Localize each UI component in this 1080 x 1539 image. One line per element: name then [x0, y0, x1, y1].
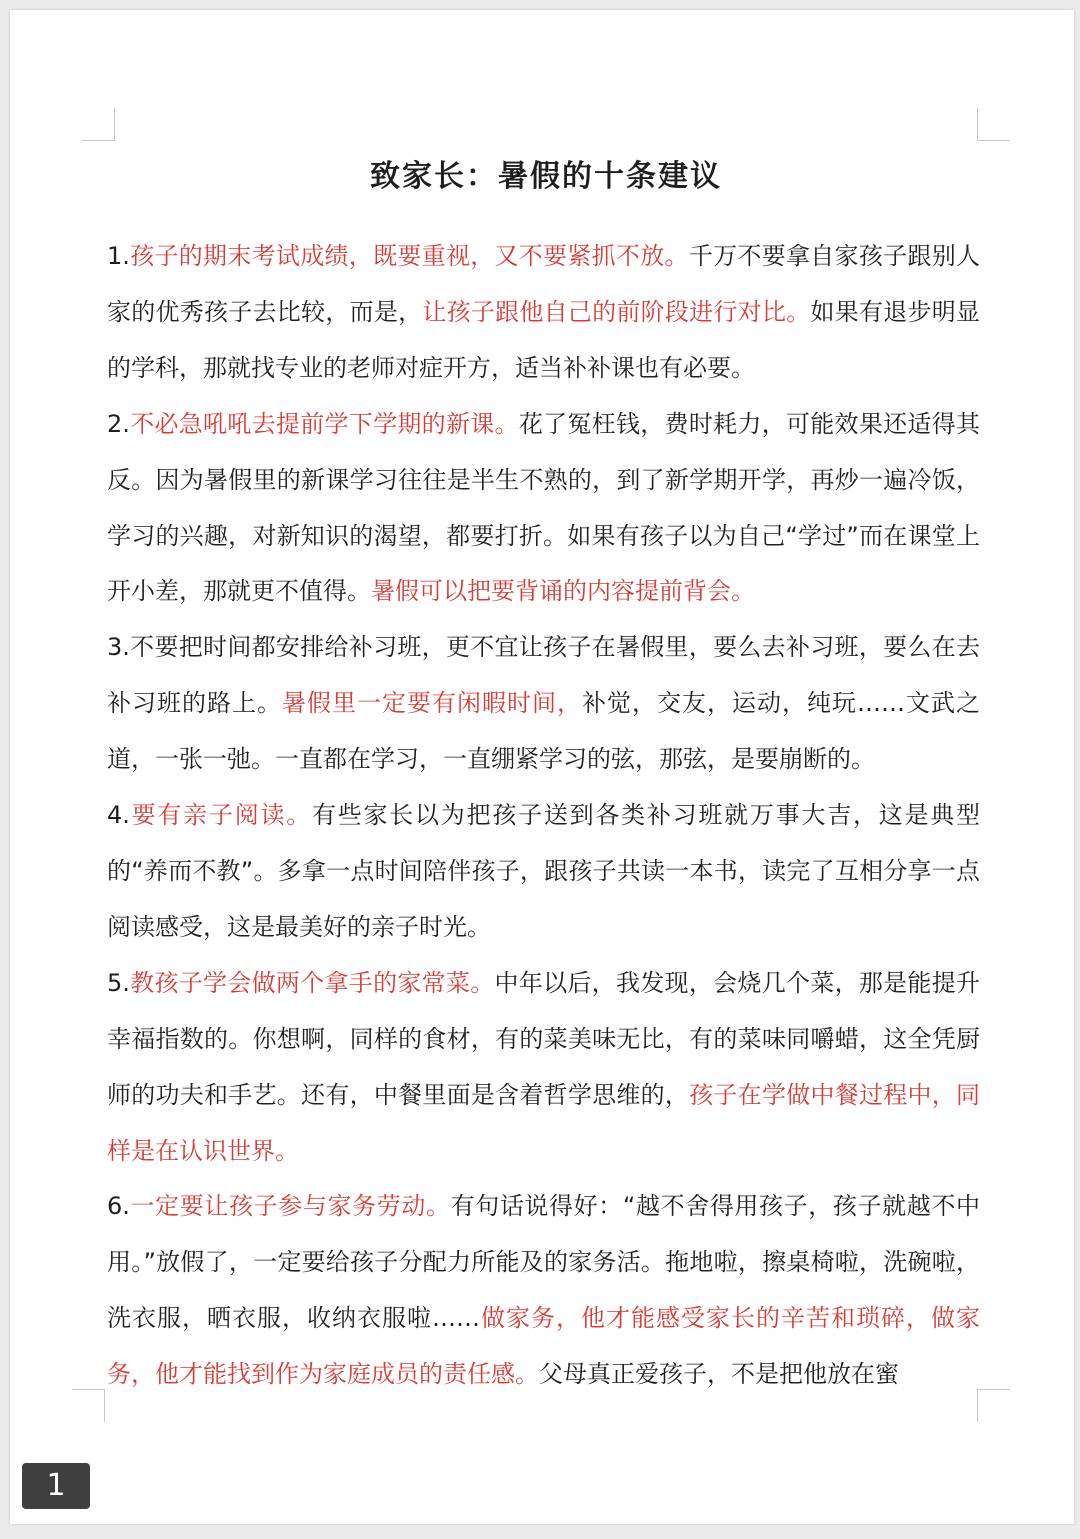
paragraph-5 — [107, 956, 980, 1180]
highlighted-text: 孩子在学做中餐过程中，同样是在认识世界。 — [107, 1080, 980, 1165]
highlighted-text: 让孩子跟他自己的前阶段进行对比。 — [422, 297, 811, 326]
paragraph-text: 父母真正爱孩子，不是把他放在蜜 — [539, 1360, 899, 1389]
highlighted-text: 一定要让孩子参与家务劳动。 — [129, 1192, 451, 1221]
paragraph-text: 4. — [107, 801, 130, 830]
paragraph-text: 如果有退步明显的学科，那就找专业的老师对症开方，适当补补课也有必要。 — [107, 297, 981, 382]
paragraph-text: 花了冤枉钱，费时耗力，可能效果还适得其反。因为暑假里的新课学习往往是半生不熟的，到了新学期开学，再炒一遍冷饭，学习的兴趣，对新知识的渴望，都要打折。如果有孩子以为自己“学过”而在课堂上开小差，那就更不值得。 — [107, 409, 981, 606]
paragraph-3 — [107, 620, 980, 788]
document-body — [107, 229, 980, 1403]
paragraph-6 — [107, 1179, 980, 1403]
highlighted-text: 教孩子学会做两个拿手的家常菜。 — [129, 968, 495, 997]
margin-mark-top-left — [82, 108, 115, 141]
paragraph-4 — [107, 788, 980, 956]
paragraph-text: 有些家长以为把孩子送到各类补习班就万事大吉，这是典型的“养而不教”。多拿一点时间陪伴孩子，跟孩子共读一本书，读完了互相分享一点阅读感受，这是最美好的亲子时光。 — [107, 801, 981, 941]
margin-mark-bottom-left — [72, 1389, 105, 1422]
margin-mark-bottom-right — [977, 1389, 1010, 1422]
highlighted-text: 暑假可以把要背诵的内容提前背会。 — [371, 577, 755, 606]
highlighted-text: 孩子的期末考试成绩，既要重视，又不要紧抓不放。 — [129, 242, 689, 270]
paragraph-2 — [107, 397, 980, 621]
paragraph-1 — [107, 229, 980, 397]
paragraph-text: 2. — [107, 409, 130, 438]
paragraph-text: 3.不要把时间都安排给补习班，更不宜让孩子在暑假里，要么去补习班，要么在去补习班的路上。 — [107, 633, 980, 718]
paragraph-text: 有句话说得好：“越不舍得用孩子，孩子就越不中用。”放假了，一定要给孩子分配力所能及的家务活。拖地啦，擦桌椅啦，洗碗啦，洗衣服，晒衣服，收纳衣服啦…… — [107, 1192, 981, 1333]
paragraph-text: 补觉，交友，运动，纯玩……文武之道，一张一弛。一直都在学习，一直绷紧学习的弦，那弦，是要崩断的。 — [107, 689, 980, 774]
document-page — [10, 10, 1074, 1524]
paragraph-text: 5. — [107, 968, 130, 997]
paragraph-text: 千万不要拿自家孩子跟别人家的优秀孩子去比较，而是， — [107, 242, 980, 326]
highlighted-text: 不必急吼吼去提前学下学期的新课。 — [129, 409, 519, 438]
document-title: 致家长：暑假的十条建议 — [370, 159, 722, 194]
page-number-badge: 1 — [22, 1463, 90, 1509]
paragraph-text: 1. — [107, 242, 130, 270]
margin-mark-top-right — [977, 108, 1010, 141]
paragraph-text: 6. — [107, 1192, 130, 1221]
paragraph-text: 中年以后，我发现，会烧几个菜，那是能提升幸福指数的。你想啊，同样的食材，有的菜美味无比，有的菜味同嚼蜡，这全凭厨师的功夫和手艺。还有，中餐里面是含着哲学思维的， — [107, 968, 981, 1109]
highlighted-text: 暑假里一定要有闲暇时间， — [282, 689, 582, 718]
highlighted-text: 做家务，他才能感受家长的辛苦和琐碎，做家务，他才能找到作为家庭成员的责任感。 — [107, 1304, 980, 1389]
highlighted-text: 要有亲子阅读。 — [129, 801, 312, 830]
